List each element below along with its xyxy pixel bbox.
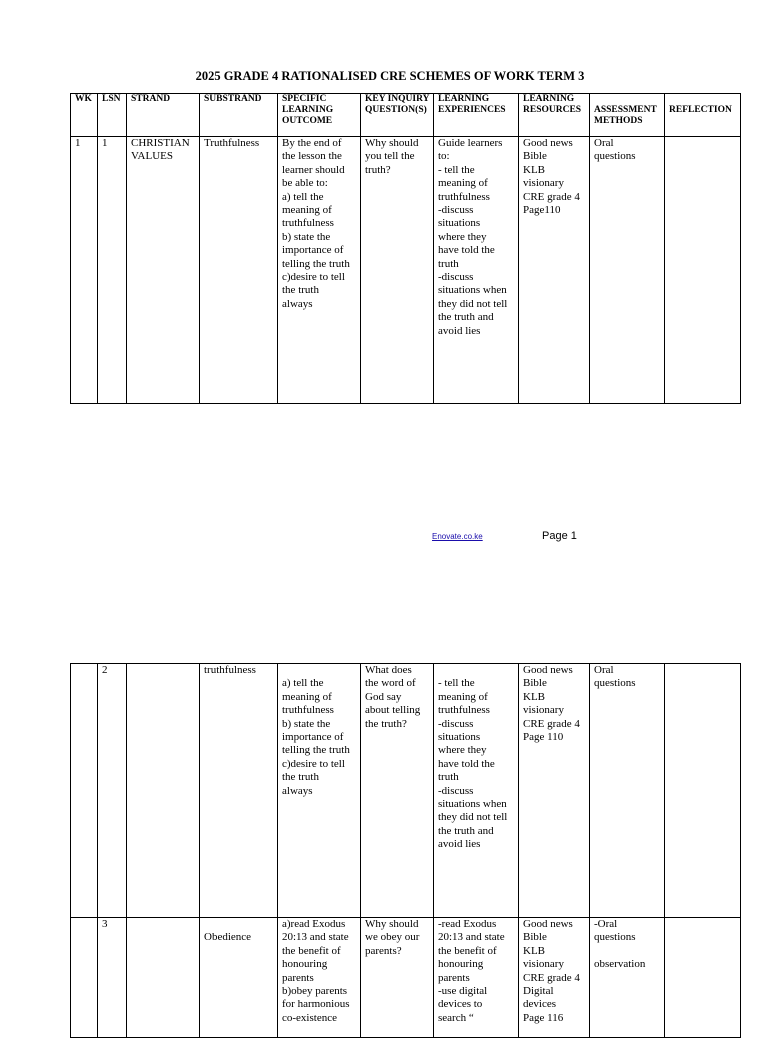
cell-resources: Good news Bible KLB visionary CRE grade 4 Page110 [519,137,590,404]
footer-website-link[interactable]: Enovate.co.ke [432,532,483,541]
cell-assessment: Oral questions [590,664,665,918]
cell-assessment: Oral questions [590,137,665,404]
scheme-table-page-2 [70,663,741,1038]
cell-wk [71,664,98,918]
cell-resources: Good news Bible KLB visionary CRE grade 4 Page 110 [519,664,590,918]
header-assessment-methods: ASSESSMENT METHODS [590,94,665,137]
cell-reflection [665,664,741,918]
cell-question: Why should we obey our parents? [361,918,434,1038]
cell-strand [127,664,200,918]
document-title: 2025 GRADE 4 RATIONALISED CRE SCHEMES OF WORK TERM 3 [195,69,585,83]
header-substrand: SUBSTRAND [200,94,278,137]
cell-substrand: truthfulness [200,664,278,918]
cell-lsn: 2 [98,664,127,918]
table-header-row [71,94,741,137]
cell-question: What does the word of God say about telling the truth? [361,664,434,918]
cell-reflection [665,918,741,1038]
page-number: Page 1 [542,530,577,542]
cell-experiences: -read Exodus 20:13 and state the benefit of honouring parents -use digital devices to search “ [434,918,519,1038]
header-strand: STRAND [127,94,200,137]
cell-resources: Good news Bible KLB visionary CRE grade 4 Digital devices Page 116 [519,918,590,1038]
header-reflection: REFLECTION [665,94,741,137]
cell-outcome: a)read Exodus 20:13 and state the benefit of honouring parents b)obey parents for harmonious co-existence [278,918,361,1038]
table-row [71,664,741,918]
cell-outcome: By the end of the lesson the learner should be able to: a) tell the meaning of truthfulness b) state the importance of telling the truth c)desire to tell the truth always [278,137,361,404]
cell-strand: CHRISTIAN VALUES [127,137,200,404]
cell-experiences: Guide learners to: - tell the meaning of truthfulness -discuss situations where they have told the truth -discuss situations when they did not tell the truth and avoid lies [434,137,519,404]
cell-experiences: - tell the meaning of truthfulness -discuss situations where they have told the truth -discuss situations when they did not tell the truth and avoid lies [434,664,519,918]
cell-lsn: 1 [98,137,127,404]
header-lsn: LSN [98,94,127,137]
table-row [71,918,741,1038]
header-specific-learning-outcome: SPECIFIC LEARNING OUTCOME [278,94,361,137]
header-learning-resources: LEARNING RESOURCES [519,94,590,137]
cell-strand [127,918,200,1038]
cell-substrand: Truthfulness [200,137,278,404]
header-key-inquiry-questions: KEY INQUIRY QUESTION(S) [361,94,434,137]
cell-outcome: a) tell the meaning of truthfulness b) state the importance of telling the truth c)desire to tell the truth always [278,664,361,918]
header-learning-experiences: LEARNING EXPERIENCES [434,94,519,137]
cell-wk: 1 [71,137,98,404]
cell-assessment: -Oral questions observation [590,918,665,1038]
header-wk: WK [71,94,98,137]
cell-question: Why should you tell the truth? [361,137,434,404]
scheme-table-page-1 [70,93,741,404]
cell-substrand: Obedience [200,918,278,1038]
cell-reflection [665,137,741,404]
table-row [71,137,741,404]
cell-lsn: 3 [98,918,127,1038]
cell-wk [71,918,98,1038]
